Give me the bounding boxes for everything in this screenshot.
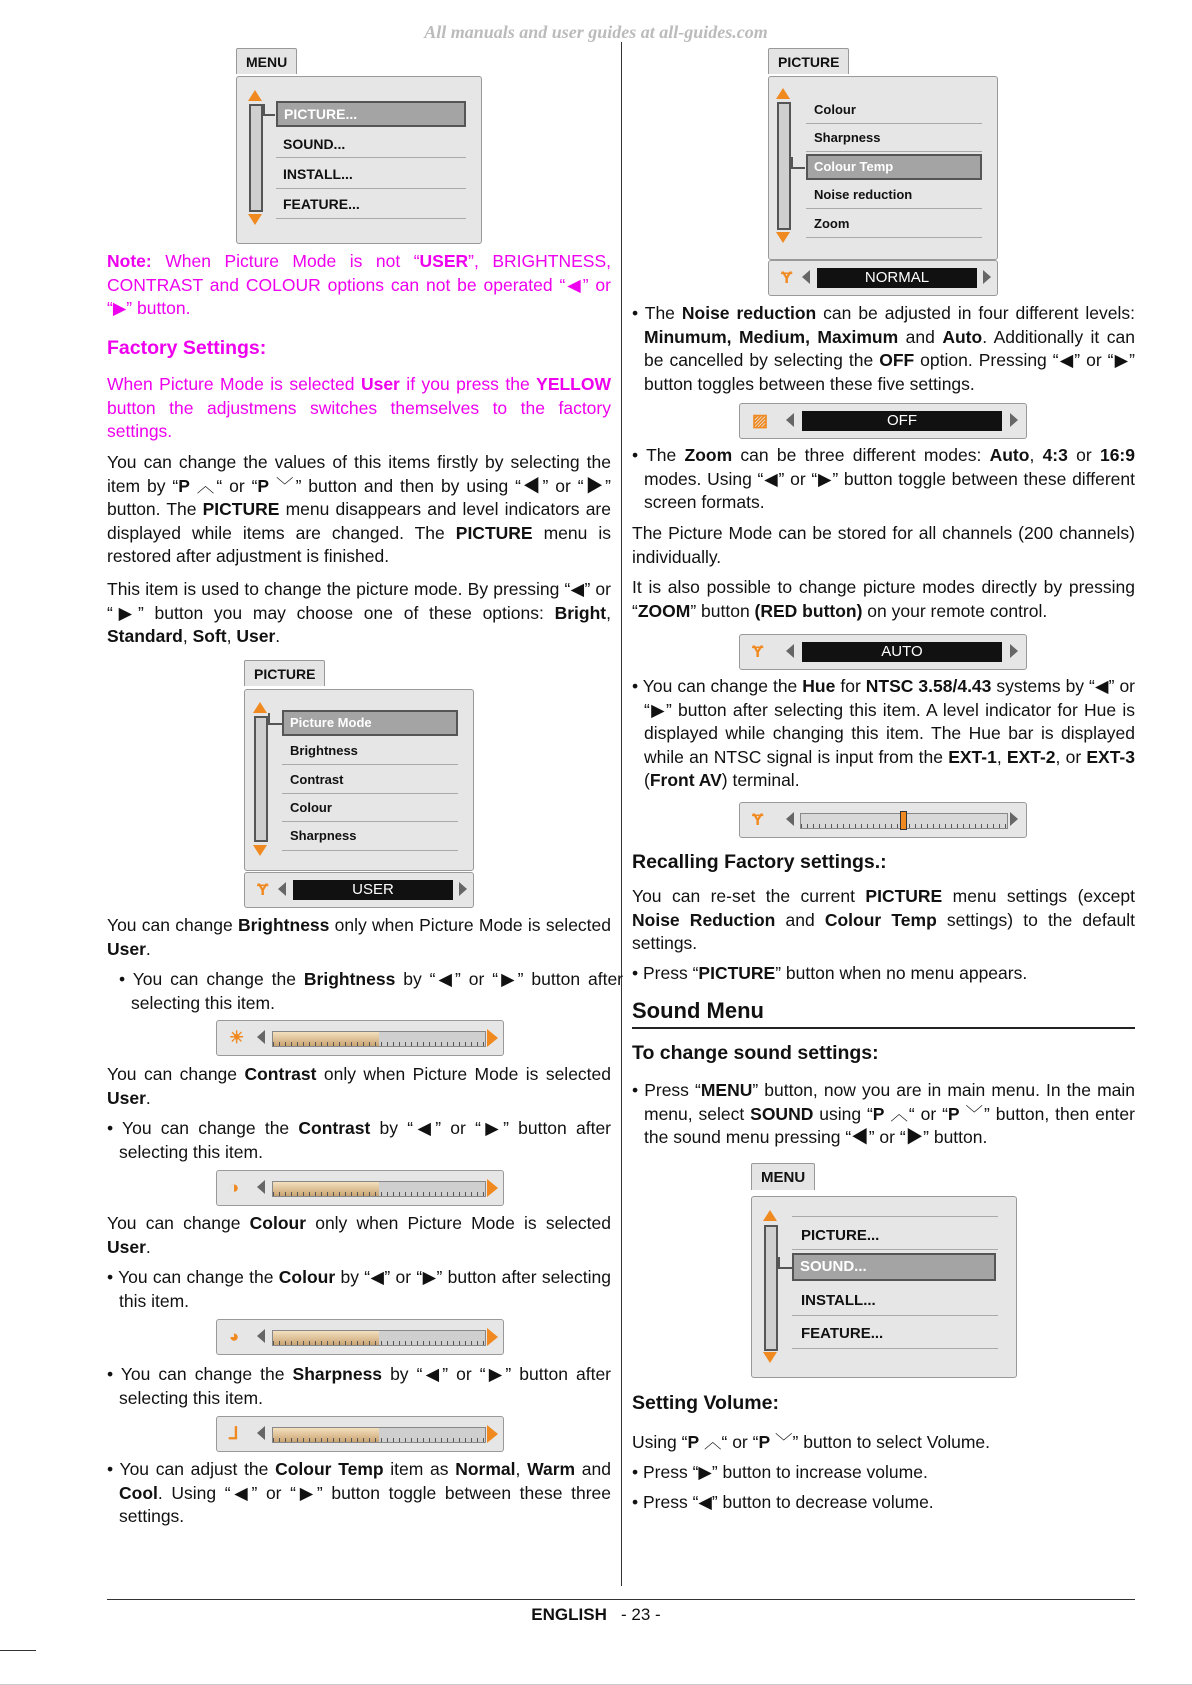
brightness-bar[interactable] [272,1031,486,1047]
menu-tab: PICTURE [768,48,849,74]
colour-icon: ◕ [229,1327,240,1346]
up-arrow-icon [253,702,267,713]
down-arrow-icon [253,845,267,856]
menu-item-picture[interactable]: PICTURE... [276,101,466,127]
left-arrow-icon[interactable] [786,812,794,826]
picture-mode-paragraph: This item is used to change the picture mode. By pressing “◀” or “▶” button you may choose one of these options: Bright, Standard, Soft, User. [107,579,611,646]
wrench-icon: Ɏ [752,810,764,829]
menu-divider [806,237,982,238]
menu-item-sound[interactable]: SOUND... [283,136,346,152]
contrast-bar[interactable] [272,1181,486,1197]
column-divider [621,42,622,1586]
menu-panel [751,1196,1017,1378]
page-number: - 23 - [621,1605,661,1624]
menu-tab: MENU [236,48,297,74]
zoom-indicator [739,634,1027,670]
colour-bar[interactable] [272,1330,486,1346]
colour-level-indicator [216,1319,504,1355]
menu-divider [276,218,466,219]
down-arrow-icon [776,232,790,243]
noise-reduction-value: OFF [802,411,1002,431]
right-arrow-icon[interactable] [1010,644,1018,658]
sharpness-level-indicator [216,1416,504,1452]
menu-item-zoom[interactable]: Zoom [814,216,850,231]
watermark: All manuals and user guides at all-guides.com [424,22,768,42]
factory-settings-heading: Factory Settings: [107,337,267,359]
left-arrow-icon[interactable] [257,1426,265,1440]
right-arrow-icon[interactable] [459,882,467,896]
wrench-icon: Ɏ [752,642,764,661]
sharpness-icon: ⅃ [229,1424,239,1443]
noise-icon: ▨ [752,411,769,430]
menu-item-sharpness[interactable]: Sharpness [814,130,881,145]
hue-marker[interactable] [900,811,907,830]
menu-item-sound[interactable]: SOUND... [792,1253,996,1281]
right-arrow-icon[interactable] [487,1029,498,1047]
menu-item-brightness[interactable]: Brightness [290,743,358,758]
menu-divider [792,1216,998,1217]
noise-reduction-indicator [739,403,1027,439]
menu-item-colour[interactable]: Colour [814,102,856,117]
menu-divider [806,151,982,152]
brightness-level-indicator [216,1020,504,1056]
sun-icon: ☀ [229,1028,245,1047]
volume-decrease-bullet: • Press “◀” button to decrease volume. [632,1492,934,1512]
menu-divider [282,793,458,794]
sharpness-bar[interactable] [272,1427,486,1443]
up-arrow-icon [776,88,790,99]
crop-mark [0,1650,36,1651]
menu-item-colour[interactable]: Colour [290,800,332,815]
right-arrow-icon[interactable] [983,270,991,284]
menu-divider [282,821,458,822]
left-arrow-icon[interactable] [257,1180,265,1194]
colour-paragraph: You can change Colour only when Picture Mode is selected User. [107,1213,612,1257]
right-arrow-icon[interactable] [487,1425,498,1443]
scroll-bar [254,716,268,842]
footer-rule [107,1599,1135,1600]
menu-divider [276,188,466,189]
right-arrow-icon[interactable] [1010,812,1018,826]
brightness-paragraph: You can change Brightness only when Picture Mode is selected User. [107,915,612,959]
zoom-bullet: • The Zoom can be three different modes: Auto, 4:3 or 16:9 modes. Using “◀” or “▶” button toggle between these different screen formats. [632,445,1135,512]
left-arrow-icon[interactable] [257,1329,265,1343]
menu-item-sharpness[interactable]: Sharpness [290,828,357,843]
direct-zoom-paragraph: It is also possible to change picture modes directly by pressing “ZOOM” button (RED button) on your remote control. [632,577,1135,621]
menu-tab: MENU [751,1163,815,1190]
selection-bracket [268,713,282,725]
brightness-bullet: • You can change the Brightness by “◀” or “▶” button after selecting this item. [119,969,623,1013]
selection-bracket [778,1257,792,1269]
menu-divider [282,850,458,851]
contrast-paragraph: You can change Contrast only when Picture Mode is selected User. [107,1064,612,1108]
contrast-bullet: • You can change the Contrast by “◀” or “▶” button after selecting this item. [107,1118,611,1162]
selection-bracket [263,104,275,116]
left-arrow-icon[interactable] [802,270,810,284]
recall-paragraph: You can re-set the current PICTURE menu settings (except Noise Reduction and Colour Temp settings) to the default settings. [632,886,1135,953]
scroll-bar [777,102,791,230]
menu-tab: PICTURE [244,660,325,686]
up-arrow-icon [248,90,262,101]
page-footer [0,1605,1192,1625]
picture-mode-indicator [244,872,474,908]
volume-increase-bullet: • Press “▶” button to increase volume. [632,1462,928,1482]
volume-select-paragraph: Using “P ︿“ or “P ﹀” button to select Volume. [632,1432,990,1452]
menu-item-picture[interactable]: PICTURE... [801,1227,880,1244]
factory-paragraph: When Picture Mode is selected User if you press the YELLOW button the adjustmens switches themselves to the factory settings. [107,374,611,441]
right-arrow-icon[interactable] [487,1179,498,1197]
menu-item-colour-temp[interactable]: Colour Temp [806,154,982,180]
menu-item-install[interactable]: INSTALL... [801,1292,876,1309]
menu-divider [276,157,466,158]
contrast-icon: ◑ [229,1178,240,1197]
noise-reduction-bullet: • The Noise reduction can be adjusted in four different levels: Minumum, Medium, Maximum and Auto. Additionally it can be cancelled by selecting the OFF option. Pressing “◀” or “▶” button toggles between these five settings. [632,303,1136,394]
wrench-icon: Ɏ [257,880,269,899]
wrench-icon: Ɏ [781,268,793,287]
menu-divider [792,1249,998,1250]
menu-divider [792,1315,998,1316]
colour-temp-bullet: • You can adjust the Colour Temp item as Normal, Warm and Cool. Using “◀” or “▶” button toggle between these three settings. [107,1459,611,1526]
left-arrow-icon[interactable] [278,882,286,896]
left-arrow-icon[interactable] [257,1030,265,1044]
scroll-bar [249,104,263,212]
sound-menu-heading: Sound Menu [632,998,1135,1029]
scroll-bar [764,1225,778,1351]
change-sound-heading: To change sound settings: [632,1042,879,1064]
menu-divider [792,1348,998,1349]
colour-temp-indicator [768,260,998,296]
menu-divider [806,123,982,124]
selection-bracket [791,157,805,169]
menu-divider [282,764,458,765]
recall-heading: Recalling Factory settings.: [632,851,887,873]
setting-volume-heading: Setting Volume: [632,1392,779,1414]
footer-language: ENGLISH [531,1605,607,1624]
menu-item-feature[interactable]: FEATURE... [283,196,360,212]
menu-item-install[interactable]: INSTALL... [283,166,353,182]
menu-item-noise-reduction[interactable]: Noise reduction [814,187,913,202]
sound-instructions-bullet: • Press “MENU” button, now you are in main menu. In the main menu, select SOUND using “P ︿“ or “P ﹀” button, then enter the sound menu pressing “◀” or “▶” button. [632,1080,1135,1147]
right-arrow-icon[interactable] [487,1328,498,1346]
down-arrow-icon [763,1352,777,1363]
zoom-value: AUTO [802,642,1002,662]
right-arrow-icon[interactable] [1010,413,1018,427]
left-arrow-icon[interactable] [786,644,794,658]
colour-bullet: • You can change the Colour by “◀” or “▶” button after selecting this item. [107,1267,611,1311]
stored-paragraph: The Picture Mode can be stored for all channels (200 channels) individually. [632,523,1135,567]
down-arrow-icon [248,214,262,225]
hue-bullet: • You can change the Hue for NTSC 3.58/4.43 systems by “◀” or “▶” button after selecting this item. A level indicator for Hue is displayed while changing this item. The Hue bar is displayed while an NTSC signal is input from the EXT-1, EXT-2, or EXT-3 (Front AV) terminal. [632,676,1136,790]
note-paragraph: Note: When Picture Mode is not “USER”, BRIGHTNESS, CONTRAST and COLOUR options can not be operated “◀” or “▶” button. [107,251,612,318]
picture-mode-value: USER [293,880,453,900]
contrast-level-indicator [216,1170,504,1206]
up-arrow-icon [763,1210,777,1221]
hue-indicator [739,802,1027,838]
menu-item-contrast[interactable]: Contrast [290,772,344,787]
colour-temp-value: NORMAL [817,268,977,288]
menu-divider [806,208,982,209]
menu-item-feature[interactable]: FEATURE... [801,1325,884,1342]
menu-item-picture-mode[interactable]: Picture Mode [282,710,458,736]
sharpness-bullet: • You can change the Sharpness by “◀” or “▶” button after selecting this item. [107,1364,611,1408]
values-paragraph: You can change the values of this items firstly by selecting the item by “P ︿“ or “P ﹀” button and then by using “◀” or “▶” button. The PICTURE menu disappears and level indicators are displayed while items are changed. The PICTURE menu is restored after adjustment is finished. [107,452,611,566]
left-arrow-icon[interactable] [786,413,794,427]
press-picture-bullet: • Press “PICTURE” button when no menu appears. [632,963,1028,983]
